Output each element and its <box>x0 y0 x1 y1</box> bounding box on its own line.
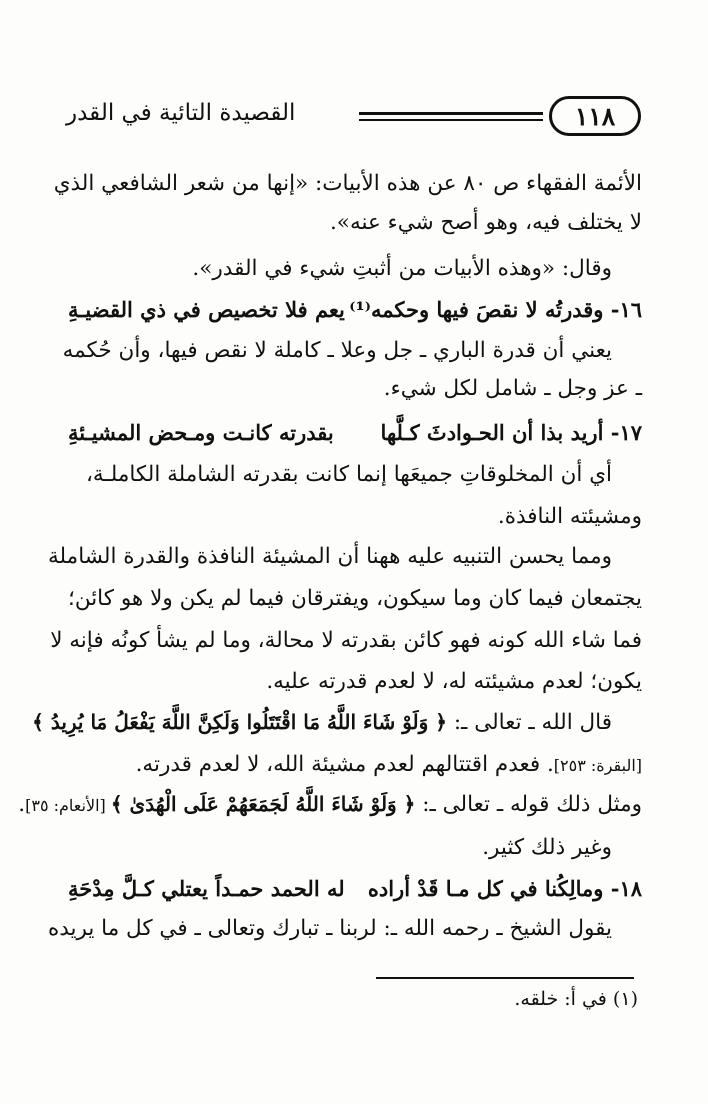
text-line: وغير ذلك كثير. <box>482 835 612 860</box>
page-header <box>66 96 641 142</box>
verse-hemistich: له الحمد حمـداً يعتلي كـلَّ مِدْحَةِ <box>68 876 345 901</box>
text-span: ومثل ذلك قوله ـ تعالى ـ: <box>415 792 642 817</box>
verse-16 <box>68 297 642 327</box>
text-line: يجتمعان فيما كان وما سيكون، ويفترقان فيما لم يكن ولا هو كائن؛ <box>68 586 642 611</box>
verse-18 <box>68 876 642 906</box>
verse-17 <box>68 420 642 450</box>
verse-hemistich: بقدرته كانـت ومـحض المشيـئةِ <box>68 420 334 445</box>
header-rule <box>359 112 543 121</box>
text-line: أي أن المخلوقاتِ جميعَها إنما كانت بقدرته الشاملة الكاملـة، <box>85 462 612 487</box>
verse-hemistich: ١٦- وقدرتُه لا نقصَ فيها وحكمه⁽¹⁾ <box>349 297 642 322</box>
running-title: القصيدة التائية في القدر <box>66 100 296 126</box>
text-span: . فعدم اقتتالهم لعدم مشيئة الله، لا لعدم قدرته. <box>135 752 554 777</box>
text-line <box>18 792 642 818</box>
verse-hemistich: ١٨- ومالِكُنا في كل مـا قَدْ أراده <box>367 876 642 901</box>
quran-verse: ﴿ وَلَوْ شَاءَ اللَّهُ مَا اقْتَتَلُوا وَلَكِنَّ اللَّهَ يَفْعَلُ مَا يُرِيدُ ﴾ <box>32 710 447 734</box>
footnote: (١) في أ: خلقه. <box>514 988 638 1010</box>
text-line: ومشيئته النافذة. <box>497 504 642 529</box>
verse-hemistich: ١٧- أريد بذا أن الحـوادثَ كـلَّها <box>380 420 642 445</box>
text-line: وقال: «وهذه الأبيات من أثبتِ شيء في القدر». <box>192 256 612 281</box>
text-line: يعني أن قدرة الباري ـ جل وعلا ـ كاملة لا نقص فيها، وأن حُكمه <box>62 338 612 363</box>
text-line: ومما يحسن التنبيه عليه ههنا أن المشيئة النافذة والقدرة الشاملة <box>48 544 612 569</box>
page-number: ١١٨ <box>549 96 641 136</box>
text-line: لا يختلف فيه، وهو أصح شيء عنه». <box>329 210 642 235</box>
text-line: فما شاء الله كونه فهو كائن بقدرته لا محالة، وما لم يشأ كونُه فإنه لا <box>50 628 642 653</box>
text-span: . <box>18 792 26 817</box>
text-line: ـ عز وجل ـ شامل لكل شيء. <box>383 376 642 401</box>
verse-hemistich: يعم فلا تخصيص في ذي القضيـةِ <box>68 297 345 322</box>
quran-reference: [الأنعام: ٣٥] <box>25 796 111 815</box>
text-line: يقول الشيخ ـ رحمه الله ـ: لربنا ـ تبارك وتعالى ـ في كل ما يريده <box>47 916 612 941</box>
text-line <box>32 710 612 736</box>
text-line: يكون؛ لعدم مشيئته له، لا لعدم قدرته عليه. <box>266 669 642 694</box>
text-line <box>136 752 642 778</box>
quran-verse: ﴿ وَلَوْ شَاءَ اللَّهُ لَجَمَعَهُمْ عَلَى الْهُدَىٰ ﴾ <box>110 792 416 816</box>
footnote-separator <box>376 977 634 979</box>
text-line: الأئمة الفقهاء ص ٨٠ عن هذه الأبيات: «إنها من شعر الشافعي الذي <box>53 171 642 196</box>
text-span: قال الله ـ تعالى ـ: <box>446 710 612 735</box>
quran-reference: [البقرة: ٢٥٣] <box>553 756 642 775</box>
